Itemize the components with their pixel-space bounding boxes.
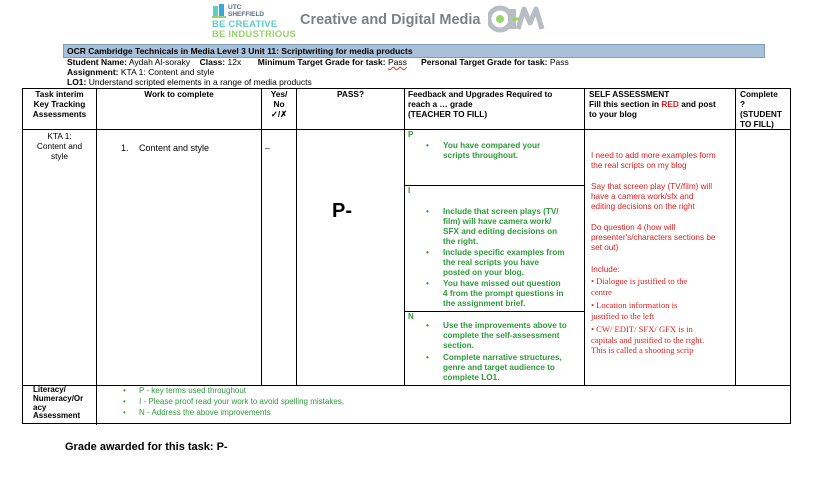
work-number: 1. <box>121 143 129 153</box>
feedback-line: scripts throughout. <box>443 151 519 160</box>
feedback-line: film) will have camera work/ <box>443 217 552 226</box>
header-pass: PASS? <box>336 89 365 99</box>
kta-cell <box>23 131 96 161</box>
self-line: capitals and justified to the right. <box>591 334 705 345</box>
self-line: have a camera work/sfx and <box>591 192 694 201</box>
self-line: justified to the left <box>591 310 655 321</box>
tagline-creative: BE CREATIVE <box>212 19 278 30</box>
header-line: Feedback and Upgrades Required to <box>408 89 553 99</box>
header-fragment: Fill this section in <box>589 99 662 109</box>
feedback-line: • Include specific examples from <box>443 248 565 257</box>
feedback-line: • You have missed out question <box>443 279 561 288</box>
feedback-line: section. <box>443 341 474 350</box>
header-yes-no <box>262 89 296 119</box>
kta-line: Content and <box>36 141 83 151</box>
feedback-line: SFX and editing decisions on <box>443 227 558 236</box>
self-line: the real scripts on my blog <box>591 161 687 170</box>
yes-no-value: – <box>265 143 270 153</box>
header-self-assessment <box>589 89 735 119</box>
class-label: Class: <box>199 57 226 67</box>
feedback-p-item <box>443 141 540 161</box>
self-line: Say that screen play (TV/film) will <box>591 182 713 191</box>
self-line: presenter's/characters sections be <box>591 233 716 242</box>
assignment-label: Assignment: <box>67 67 119 77</box>
header-line: TO FILL) <box>740 119 774 129</box>
literacy-item-p: • P - key terms used throughout <box>139 386 246 396</box>
header-line <box>589 99 735 109</box>
feedback-n-item <box>443 321 567 351</box>
self-line: Do question 4 (how will <box>591 223 676 232</box>
literacy-label-line: Numeracy/Or <box>33 393 84 403</box>
feedback-line: • Include that screen plays (TV/ <box>443 207 559 216</box>
personal-grade-value: Pass <box>549 57 569 67</box>
self-line: editing decisions on the right <box>591 202 695 211</box>
feedback-p-letter: P <box>408 130 414 139</box>
assignment-value: KTA 1: Content and style <box>120 67 215 77</box>
self-assessment-bullet <box>591 300 677 321</box>
feedback-line: the real scripts you have <box>443 258 540 267</box>
self-assessment-para3 <box>591 223 715 253</box>
feedback-i-item <box>443 279 564 309</box>
self-line: • CW/ EDIT/ SFX/ GFX is in <box>591 324 693 334</box>
feedback-line: • You have compared your <box>443 141 541 150</box>
feedback-line: • Complete narrative structures, <box>443 353 562 362</box>
feedback-line: 4 from the prompt questions in <box>443 289 564 298</box>
pass-grade: P- <box>332 200 352 222</box>
cdm-logo-icon <box>488 5 550 33</box>
utc-logo-icon <box>212 3 226 19</box>
personal-grade-label: Personal Target Grade for task: <box>421 57 548 67</box>
literacy-label-line: acy <box>33 402 47 412</box>
self-line: centre <box>591 286 612 297</box>
feedback-n-letter: N <box>408 312 414 321</box>
min-grade-label: Minimum Target Grade for task: <box>257 57 386 67</box>
self-line: • Location information is <box>591 300 678 310</box>
feedback-n-item <box>443 353 562 383</box>
feedback-line: complete the self-assessment <box>443 331 560 340</box>
feedback-line: the right. <box>443 237 479 246</box>
brand-title: Creative and Digital Media <box>300 12 481 28</box>
header-line: No <box>273 99 285 109</box>
tagline-industrious: BE INDUSTRIOUS <box>212 29 297 40</box>
header-line: ? <box>740 99 746 109</box>
feedback-i-item <box>443 248 565 278</box>
header-line: to your blog <box>589 109 637 119</box>
self-assessment-bullet <box>591 324 704 356</box>
header-complete <box>740 89 790 129</box>
header-line: ✓/✗ <box>270 109 288 119</box>
document-title: OCR Cambridge Technicals in Media Level 3 Unit 11: Scriptwriting for media products <box>67 46 413 56</box>
self-assessment-para2 <box>591 182 712 212</box>
header-line: Task interim <box>35 89 84 99</box>
work-text: Content and style <box>139 143 210 153</box>
header-feedback <box>408 89 584 119</box>
header-task-interim <box>23 89 96 119</box>
feedback-i-letter: I <box>408 186 411 195</box>
header-work-to-complete: Work to complete <box>144 89 214 99</box>
lo-label: LO1: <box>67 77 87 87</box>
self-line: set out) <box>591 243 619 252</box>
feedback-i-item <box>443 207 559 247</box>
header-line: (STUDENT <box>740 109 782 119</box>
header-line: SELF ASSESSMENT <box>589 89 670 99</box>
min-grade-value: Pass <box>387 57 407 67</box>
feedback-line: • Use the improvements above to <box>443 321 567 330</box>
feedback-line: genre and target audience to <box>443 363 555 372</box>
header-line: reach a … grade <box>408 99 473 109</box>
document-title-bar <box>63 44 765 58</box>
kta-line: style <box>50 151 69 161</box>
class-value: 12x <box>227 57 242 67</box>
self-line: • Dialogue is justified to the <box>591 276 688 286</box>
literacy-item-n: • N - Address the above improvements <box>139 408 271 418</box>
feedback-line: complete LO1. <box>443 373 500 382</box>
literacy-label-line: Literacy/ <box>33 385 66 394</box>
student-label: Student Name: <box>67 57 127 67</box>
self-assessment-include-label: Include: <box>591 265 620 274</box>
lo-value: Understand scripted elements in a range of media products <box>88 77 312 87</box>
learning-outcome-line <box>67 77 312 88</box>
utc-sheffield-logo <box>212 3 308 40</box>
header-line: Key Tracking <box>33 99 86 109</box>
grade-awarded: Grade awarded for this task: P- <box>65 441 228 453</box>
self-line: I need to add more examples form <box>591 151 716 160</box>
assessment-table <box>22 88 791 424</box>
literacy-label <box>33 386 83 421</box>
header-fragment: and post <box>678 99 716 109</box>
feedback-line: posted on your blog. <box>443 268 524 277</box>
header-line: Complete <box>740 89 778 99</box>
self-assessment-bullet <box>591 276 687 297</box>
feedback-line: the assignment brief. <box>443 299 526 308</box>
utc-text: UTC <box>228 4 242 11</box>
header-red-word: RED <box>661 99 679 109</box>
self-line: This is called a shooting scrip <box>591 345 694 355</box>
header-line: Yes/ <box>270 89 288 99</box>
student-name: Aydah Al-soraky <box>128 57 191 67</box>
sheffield-text: SHEFFIELD <box>228 11 265 18</box>
self-assessment-para1 <box>591 151 716 171</box>
literacy-label-line: Assessment <box>33 411 81 421</box>
header-line: Assessments <box>32 109 87 119</box>
kta-line: KTA 1: <box>47 131 72 141</box>
header-line: (TEACHER TO FILL) <box>408 109 488 119</box>
literacy-item-i: • I - Please proof read your work to avoid spelling mistakes. <box>139 397 344 407</box>
